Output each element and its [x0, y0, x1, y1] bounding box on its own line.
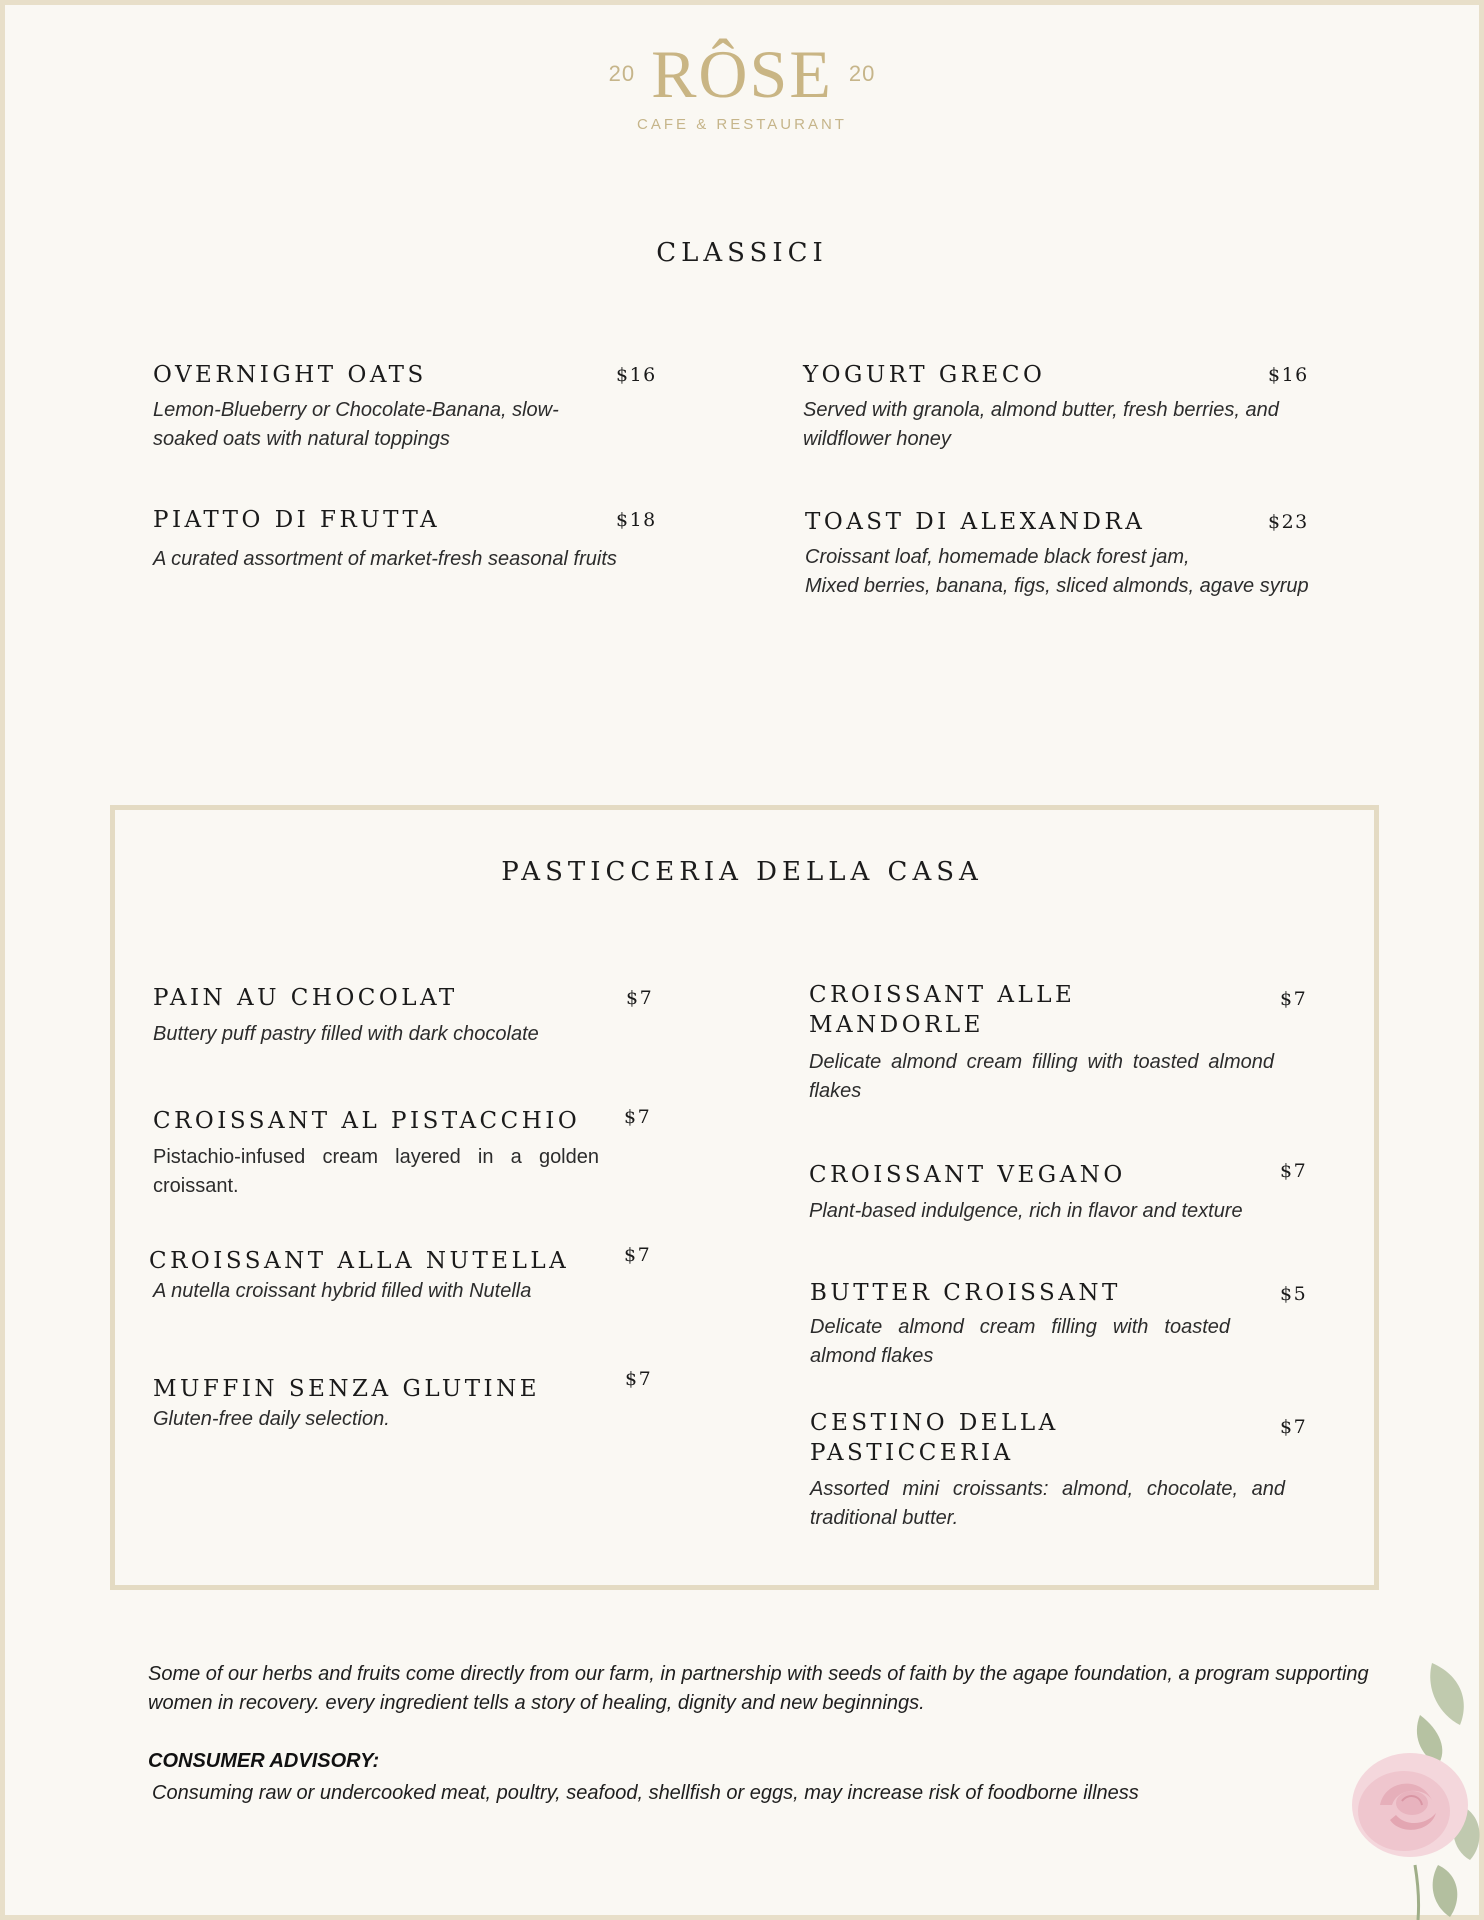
menu-item	[153, 983, 663, 1063]
item-description: Buttery puff pastry filled with dark chocolate	[153, 1023, 539, 1045]
item-price: $5	[1280, 1283, 1308, 1305]
item-name-line-1: CROISSANT ALLE	[809, 982, 1076, 1008]
menu-item	[153, 1368, 663, 1454]
item-description: Gluten-free daily selection.	[153, 1408, 390, 1430]
item-name: CROISSANT VEGANO	[809, 1162, 1126, 1188]
item-description: Delicate almond cream filling with toasted almond flakes	[810, 1316, 1230, 1367]
item-name: PIATTO DI FRUTTA	[153, 507, 441, 533]
item-name: TOAST DI ALEXANDRA	[805, 509, 1146, 535]
menu-item	[149, 1246, 669, 1326]
item-description-line-1: Croissant loaf, homemade black forest jam,	[805, 546, 1190, 568]
logo-year-right: 20	[848, 61, 876, 86]
menu-item	[809, 1160, 1309, 1240]
menu-item	[810, 1408, 1310, 1538]
item-price: $16	[1268, 364, 1309, 386]
logo-name: RÔSE	[651, 36, 833, 112]
item-description: Delicate almond cream filling with toasted almond flakes	[809, 1051, 1274, 1102]
item-name: BUTTER CROISSANT	[810, 1280, 1121, 1306]
item-description-line-2: Mixed berries, banana, figs, sliced almonds, agave syrup	[805, 575, 1309, 597]
section-title-classici: CLASSICI	[656, 238, 828, 268]
farm-partnership-note: Some of our herbs and fruits come directly from our farm, in partnership with seeds of faith by the agape foundation, a program supporting women in recovery. every ingredient tells a story of healing, dignity and new beginnings.	[148, 1663, 1369, 1714]
item-name: CROISSANT ALLA NUTELLA	[149, 1248, 570, 1274]
logo-subtitle: CAFE & RESTAURANT	[637, 116, 847, 133]
item-price: $16	[616, 364, 657, 386]
item-name: OVERNIGHT OATS	[153, 362, 427, 388]
item-description: A curated assortment of market-fresh seasonal fruits	[153, 548, 617, 570]
item-price: $7	[625, 1368, 653, 1390]
item-description: Assorted mini croissants: almond, chocolate, and traditional butter.	[810, 1478, 1285, 1529]
menu-item	[153, 1106, 663, 1206]
item-name-line-1: CESTINO DELLA	[810, 1410, 1059, 1436]
item-price: $7	[624, 1106, 652, 1128]
menu-item	[153, 505, 657, 605]
item-name-line-2: MANDORLE	[809, 1012, 984, 1038]
item-price: $7	[1280, 1416, 1308, 1438]
consumer-advisory-title: CONSUMER ADVISORY:	[148, 1750, 380, 1772]
item-price: $23	[1268, 511, 1309, 533]
item-description: Lemon-Blueberry or Chocolate-Banana, slow-soaked oats with natural toppings	[153, 399, 559, 450]
item-price: $7	[624, 1244, 652, 1266]
item-name: CROISSANT AL PISTACCHIO	[153, 1108, 581, 1134]
item-name-line-2: PASTICCERIA	[810, 1440, 1014, 1466]
rose-flower	[1352, 1753, 1468, 1857]
item-description: Plant-based indulgence, rich in flavor and texture	[809, 1200, 1243, 1222]
section-title-pasticceria: PASTICCERIA DELLA CASA	[501, 857, 983, 887]
item-price: $7	[1280, 1160, 1308, 1182]
logo-year-left: 20	[608, 61, 636, 86]
menu-item	[809, 980, 1309, 1100]
logo	[0, 36, 1484, 133]
menu-item	[803, 360, 1343, 460]
item-price: $7	[626, 987, 654, 1009]
consumer-advisory-text: Consuming raw or undercooked meat, poultry, seafood, shellfish or eggs, may increase risk of foodborne illness	[152, 1782, 1139, 1804]
item-description: A nutella croissant hybrid filled with Nutella	[153, 1280, 532, 1302]
menu-item	[810, 1278, 1310, 1378]
rose-illustration	[1320, 1655, 1484, 1920]
item-price: $18	[616, 509, 657, 531]
menu-item	[153, 360, 657, 460]
item-price: $7	[1280, 988, 1308, 1010]
item-name: PAIN AU CHOCOLAT	[153, 985, 458, 1011]
menu-item	[805, 507, 1345, 607]
item-description: Pistachio-infused cream layered in a golden croissant.	[153, 1146, 599, 1197]
item-name: MUFFIN SENZA GLUTINE	[153, 1376, 541, 1402]
item-name: YOGURT GRECO	[803, 362, 1046, 388]
item-description: Served with granola, almond butter, fresh berries, and wildflower honey	[803, 399, 1279, 450]
